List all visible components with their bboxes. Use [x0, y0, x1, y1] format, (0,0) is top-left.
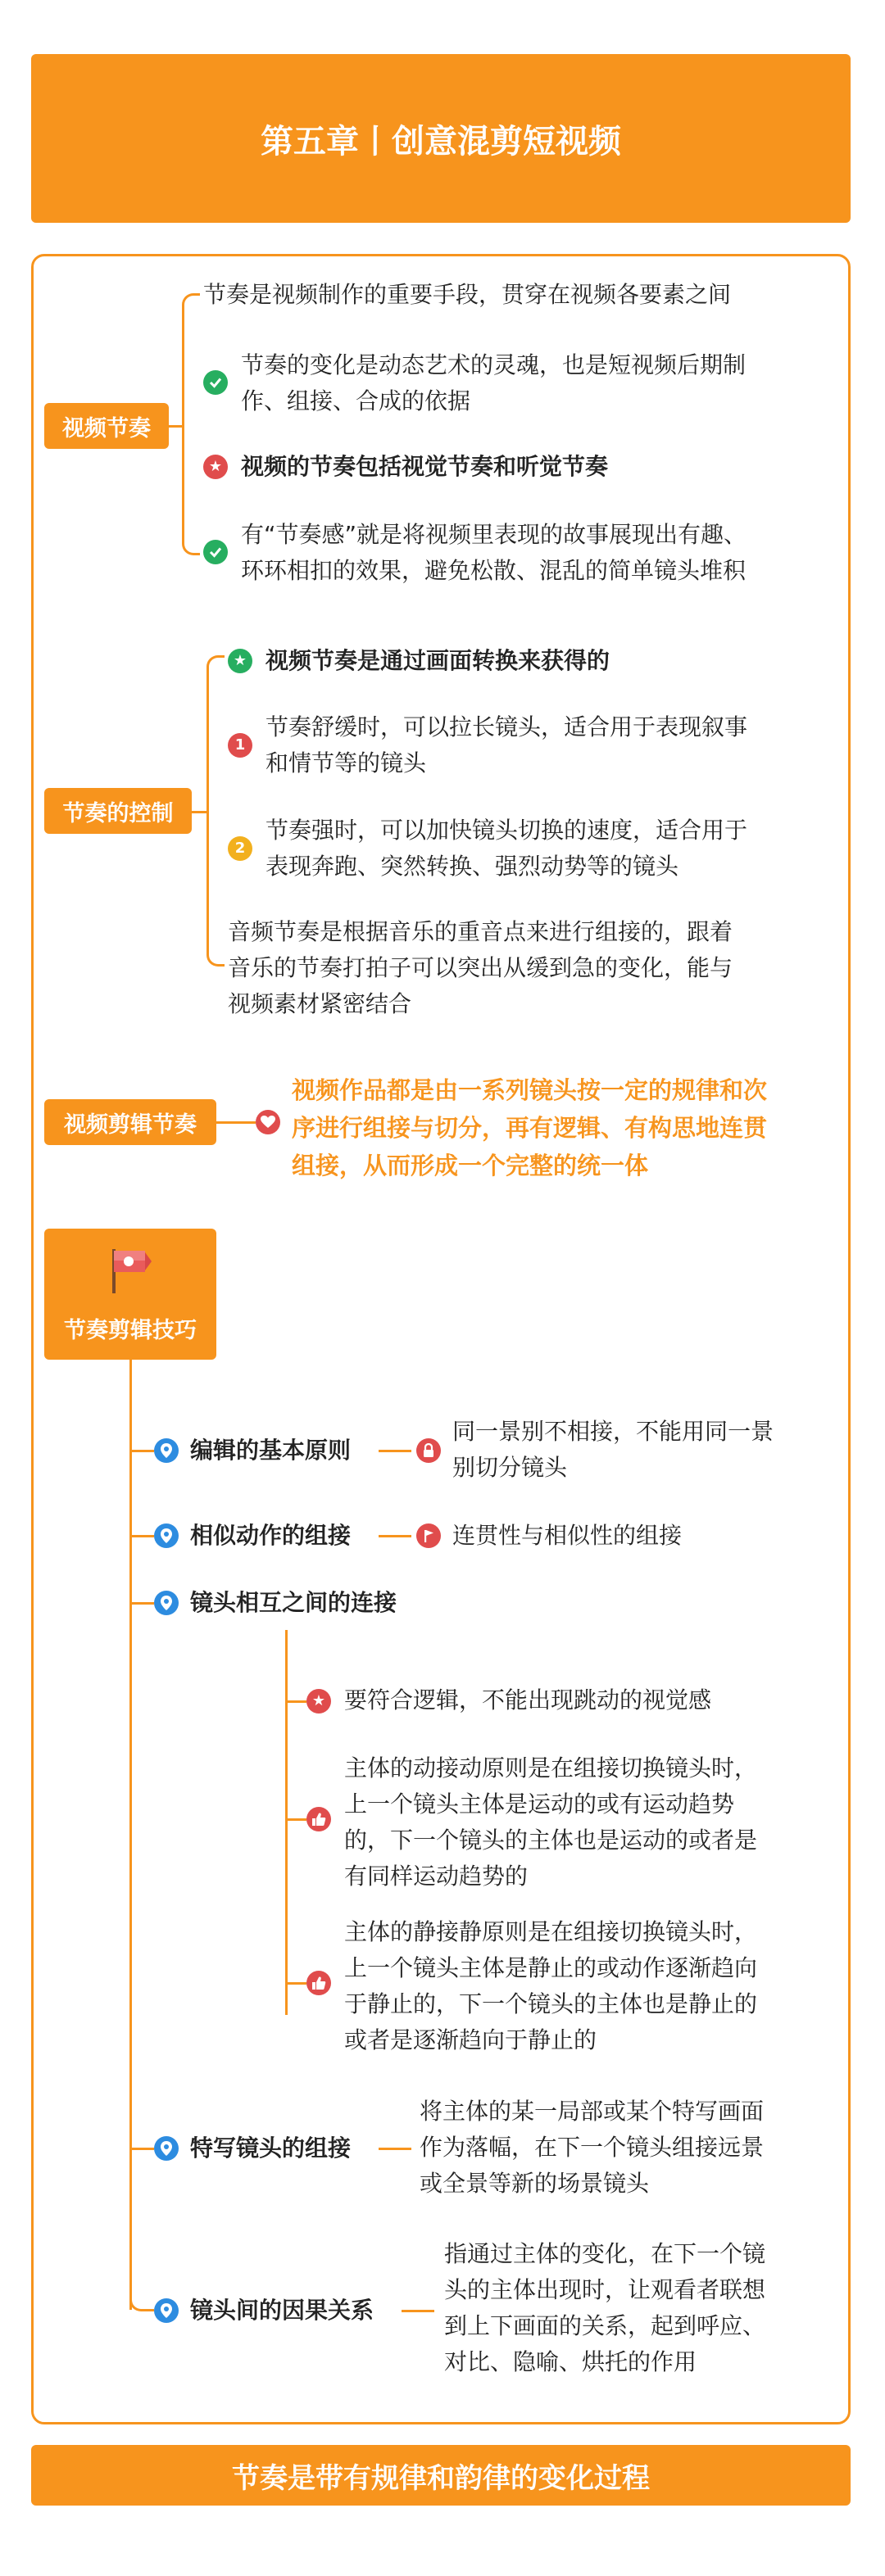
section1-connector — [169, 425, 184, 428]
thumbs-up-icon — [306, 1807, 331, 1831]
number-2-icon: 2 — [228, 836, 252, 861]
section4-tag-label: 节奏剪辑技巧 — [64, 1318, 197, 1343]
branch4-connector — [129, 2148, 154, 2150]
star-icon: ★ — [228, 649, 252, 673]
chapter-title-bar — [31, 54, 851, 223]
branch3-connector — [129, 1602, 154, 1605]
branch2-label: 相似动作的组接 — [190, 1522, 352, 1549]
section1-item-2: 节奏的变化是动态艺术的灵魂，也是短视频后期制 作、组接、合成的依据 — [241, 351, 747, 414]
check-icon — [203, 540, 228, 564]
star-icon: ★ — [306, 1689, 331, 1714]
thumbs-up-icon — [306, 1971, 331, 1995]
location-icon — [154, 1523, 179, 1548]
branch1-detail: 同一景别不相接，不能用同一景 别切分镜头 — [452, 1418, 774, 1481]
branch1-connector — [129, 1450, 154, 1452]
heart-icon — [256, 1110, 280, 1134]
branch3-label: 镜头相互之间的连接 — [190, 1589, 397, 1616]
branch3-sub1: 要符合逻辑，不能出现跳动的视觉感 — [344, 1686, 712, 1714]
location-icon — [154, 1438, 179, 1463]
section2-item-1: 视频节奏是通过画面转换来获得的 — [266, 647, 610, 674]
branch3-sub2: 主体的动接动原则是在组接切换镜头时， 上一个镜头主体是运动的或有运动趋势 的，下一个镜头的主体也是运动的或者是 有同样运动趋势的 — [344, 1754, 758, 1890]
number-1-icon: 1 — [228, 733, 252, 758]
section1-item-1: 节奏是视频制作的重要手段，贯穿在视频各要素之间 — [203, 281, 732, 308]
section3-connector — [216, 1121, 256, 1124]
branch3-sub3-connector — [285, 1982, 306, 1985]
section2-brace — [206, 655, 225, 967]
section2-item-2: 节奏舒缓时，可以拉长镜头，适合用于表现叙事 和情节等的镜头 — [266, 713, 748, 776]
branch5-detail-connector — [402, 2310, 434, 2312]
chapter-title: 第五章丨创意混剪短视频 — [261, 122, 621, 161]
lock-icon — [416, 1438, 441, 1463]
location-icon — [154, 2136, 179, 2161]
section3-text: 视频作品都是由一系列镜头按一定的规律和次 序进行组接与切分，再有逻辑、有构思地连贯 组接，从而形成一个完整的统一体 — [292, 1076, 768, 1179]
branch3-sub1-connector — [285, 1700, 306, 1703]
footer-text: 节奏是带有规律和韵律的变化过程 — [232, 2461, 650, 2495]
branch1-label: 编辑的基本原则 — [190, 1437, 352, 1464]
section4-tag — [44, 1229, 216, 1360]
flag-icon — [416, 1523, 441, 1548]
branch4-detail: 将主体的某一局部或某个特写画面 作为落幅，在下一个镜头组接远景 或全景等新的场景镜头 — [420, 2098, 765, 2197]
branch3-sub3: 主体的静接静原则是在组接切换镜头时， 上一个镜头主体是静止的或动作逐渐趋向 于静止的，下一个镜头的主体也是静止的 或者是逐渐趋向于静止的 — [344, 1918, 758, 2053]
branch2-detail: 连贯性与相似性的组接 — [452, 1522, 683, 1549]
location-icon — [154, 2298, 179, 2323]
branch5-connector — [129, 2285, 154, 2311]
star-icon: ★ — [203, 455, 228, 479]
flag-icon — [106, 1244, 155, 1301]
branch4-label: 特写镜头的组接 — [190, 2135, 352, 2162]
section2-tag: 节奏的控制 — [44, 788, 192, 834]
branch5-detail: 指通过主体的变化，在下一个镜 头的主体出现时，让观看者联想 到上下画面的关系，起到呼应、 对比、隐喻、烘托的作用 — [444, 2240, 766, 2375]
branch3-subtrunk — [285, 1630, 288, 2015]
section2-item-3: 节奏强时，可以加快镜头切换的速度，适合用于 表现奔跑、突然转换、强烈动势等的镜头 — [266, 817, 748, 880]
footer-bar — [31, 2445, 851, 2506]
section2-item-4: 音频节奏是根据音乐的重音点来进行组接的，跟着 音乐的节奏打拍子可以突出从缓到急的变化，能与 视频素材紧密结合 — [228, 918, 733, 1017]
section1-item-4: 有“节奏感”就是将视频里表现的故事展现出有趣、 环环相扣的效果，避免松散、混乱的简单镜头堆积 — [241, 521, 747, 584]
branch2-detail-connector — [379, 1535, 411, 1537]
section1-tag: 视频节奏 — [44, 403, 169, 449]
section1-brace — [182, 293, 200, 555]
branch5-label: 镜头间的因果关系 — [190, 2297, 374, 2324]
check-icon — [203, 370, 228, 395]
branch3-sub2-connector — [285, 1818, 306, 1821]
section2-connector — [192, 811, 208, 813]
branch4-detail-connector — [379, 2148, 411, 2150]
section4-trunk — [129, 1360, 132, 2310]
section1-item-3: 视频的节奏包括视觉节奏和听觉节奏 — [241, 453, 609, 480]
branch1-detail-connector — [379, 1450, 411, 1452]
section3-tag: 视频剪辑节奏 — [44, 1099, 216, 1145]
location-icon — [154, 1591, 179, 1615]
branch2-connector — [129, 1535, 154, 1537]
